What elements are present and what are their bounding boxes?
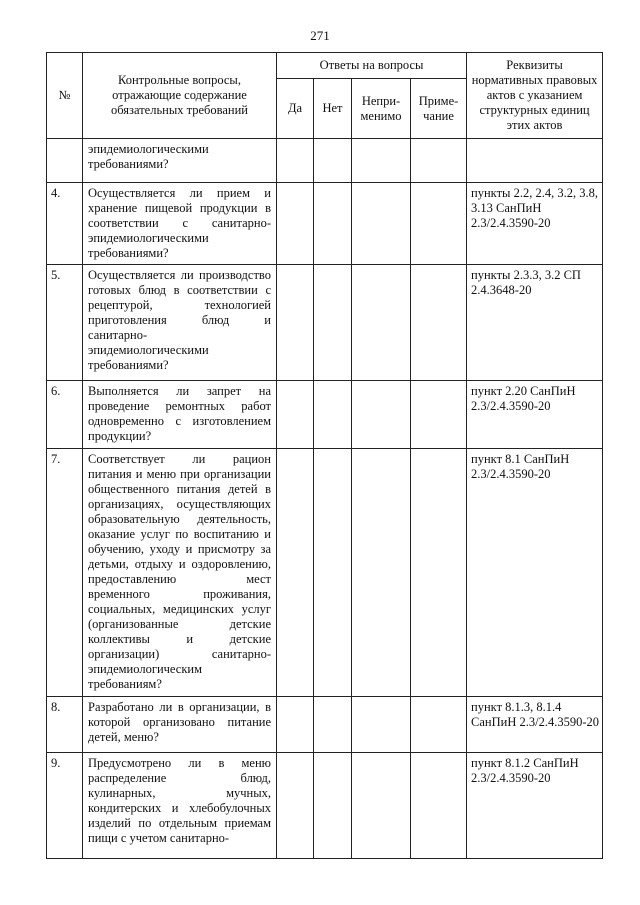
question-line: эпидемиологическими [88, 231, 209, 245]
requisites-text: пункт 8.1.3, 8.1.4 СанПиН 2.3/2.4.3590-20 [467, 697, 603, 753]
question-line: эпидемиологическим [88, 662, 203, 676]
answer-yes-cell [277, 183, 314, 265]
table-row [47, 139, 603, 183]
question-line: кулинарных, мучных, [88, 786, 271, 800]
answer-no-cell [314, 753, 352, 859]
row-number: 4. [47, 183, 83, 265]
question-line: детей, меню? [88, 730, 159, 744]
checklist-table [46, 52, 603, 859]
question-line: санитарно- [88, 328, 148, 342]
answer-no-cell [314, 183, 352, 265]
table-row [47, 381, 603, 449]
table-row [47, 265, 603, 381]
question-line: соответствии с санитарно- [88, 216, 271, 230]
answer-na-cell [352, 697, 411, 753]
question-text [83, 139, 277, 183]
question-line: Осуществляется ли производство [88, 268, 271, 282]
question-line: хранение пищевой продукции в [88, 201, 271, 215]
table-row [47, 697, 603, 753]
answer-yes-cell [277, 697, 314, 753]
table-row [47, 449, 603, 697]
question-line: требованиями? [88, 246, 169, 260]
question-line: продукции? [88, 429, 152, 443]
question-line: временного проживания, [88, 587, 271, 601]
requisites-text: пункт 8.1.2 СанПиН 2.3/2.4.3590-20 [467, 753, 603, 859]
answer-na-cell [352, 753, 411, 859]
question-line: обучению, уходу и присмотру за [88, 542, 271, 556]
question-line: изделий по отдельным приемам [88, 816, 271, 830]
answer-no-cell [314, 139, 352, 183]
requisites-text: пункт 8.1 СанПиН 2.3/2.4.3590-20 [467, 449, 603, 697]
answer-na-cell [352, 381, 411, 449]
question-line: организациях, осуществляющих [88, 497, 271, 511]
question-text [83, 183, 277, 265]
answer-na-cell [352, 183, 411, 265]
answer-note-cell [411, 753, 467, 859]
question-line: социальных, медицинских услуг [88, 602, 271, 616]
question-line: образовательную деятельность, [88, 512, 271, 526]
question-line: эпидемиологическими [88, 343, 209, 357]
question-line: рецептурой, технологией [88, 298, 271, 312]
answer-yes-cell [277, 139, 314, 183]
answer-note-cell [411, 265, 467, 381]
row-number: 7. [47, 449, 83, 697]
answer-note-cell [411, 697, 467, 753]
question-line: требованиям? [88, 677, 162, 691]
answer-yes-cell [277, 753, 314, 859]
header-note: Приме-чание [411, 79, 467, 139]
answer-na-cell [352, 449, 411, 697]
question-line: готовых блюд в соответствии с [88, 283, 271, 297]
question-line: Предусмотрено ли в меню [88, 756, 271, 770]
question-line: распределение блюд, [88, 771, 271, 785]
question-line: проведение ремонтных работ [88, 399, 271, 413]
row-number: 8. [47, 697, 83, 753]
header-answers: Ответы на вопросы [277, 53, 467, 79]
requisites-text: пункт 2.20 СанПиН 2.3/2.4.3590-20 [467, 381, 603, 449]
answer-na-cell [352, 265, 411, 381]
question-text [83, 449, 277, 697]
table-row [47, 753, 603, 859]
header-questions: Контрольные вопросы, отражающие содержание обязательных требований [83, 53, 277, 139]
page-number: 271 [310, 28, 330, 43]
question-text [83, 381, 277, 449]
header-no: Нет [314, 79, 352, 139]
question-text [83, 753, 277, 859]
row-number: 9. [47, 753, 83, 859]
answer-note-cell [411, 139, 467, 183]
question-line: одновременно с изготовлением [88, 414, 271, 428]
question-line: организации) санитарно- [88, 647, 271, 661]
row-number [47, 139, 83, 183]
question-line: общественного питания детей в [88, 482, 271, 496]
row-number: 5. [47, 265, 83, 381]
question-text [83, 697, 277, 753]
question-line: требованиями? [88, 157, 169, 171]
requisites-text: пункты 2.3.3, 3.2 СП 2.4.3648-20 [467, 265, 603, 381]
table-row [47, 183, 603, 265]
question-line: питания и меню при организации [88, 467, 271, 481]
header-num: № [47, 53, 83, 139]
answer-no-cell [314, 381, 352, 449]
header-requisites: Реквизиты нормативных правовых актов с указанием структурных единиц этих актов [467, 53, 603, 139]
requisites-text [467, 139, 603, 183]
answer-no-cell [314, 265, 352, 381]
question-text [83, 265, 277, 381]
question-line: требованиями? [88, 358, 169, 372]
question-line: приготовления блюд и [88, 313, 271, 327]
answer-note-cell [411, 183, 467, 265]
question-line: Осуществляется ли прием и [88, 186, 271, 200]
question-line: (организованные детские [88, 617, 271, 631]
question-line: детьми, отдыху и оздоровлению, [88, 557, 271, 571]
question-line: эпидемиологическими [88, 142, 209, 156]
answer-no-cell [314, 449, 352, 697]
answer-yes-cell [277, 381, 314, 449]
answer-no-cell [314, 697, 352, 753]
question-line: Выполняется ли запрет на [88, 384, 271, 398]
question-line: которой организовано питание [88, 715, 271, 729]
question-line: кондитерских и хлебобулочных [88, 801, 271, 815]
header-not-applicable: Непри-менимо [352, 79, 411, 139]
answer-na-cell [352, 139, 411, 183]
header-yes: Да [277, 79, 314, 139]
answer-note-cell [411, 449, 467, 697]
question-line: пищи с учетом санитарно- [88, 831, 230, 845]
question-line: коллективы и детские [88, 632, 271, 646]
requisites-text: пункты 2.2, 2.4, 3.2, 3.8, 3.13 СанПиН 2.3/2.4.3590-20 [467, 183, 603, 265]
question-line: оказание услуг по воспитанию и [88, 527, 271, 541]
question-line: предоставлению мест [88, 572, 271, 586]
question-line: Разработано ли в организации, в [88, 700, 271, 714]
answer-note-cell [411, 381, 467, 449]
checklist-body [47, 139, 603, 859]
row-number: 6. [47, 381, 83, 449]
question-line: Соответствует ли рацион [88, 452, 271, 466]
answer-yes-cell [277, 265, 314, 381]
answer-yes-cell [277, 449, 314, 697]
